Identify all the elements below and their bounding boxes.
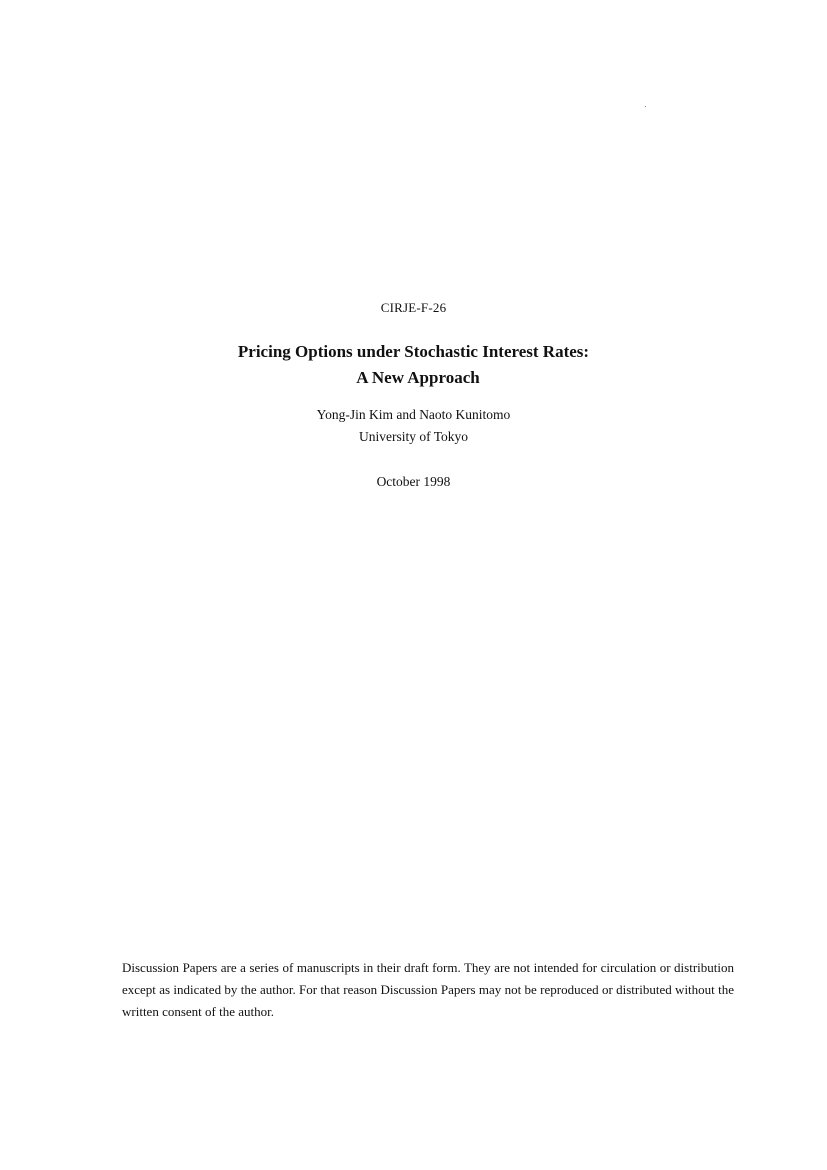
paper-title-line-1: Pricing Options under Stochastic Interest Rates: bbox=[237, 342, 590, 361]
publication-date: October 1998 bbox=[376, 474, 451, 489]
paper-id: CIRJE-F-26 bbox=[380, 300, 447, 315]
affiliation: University of Tokyo bbox=[358, 429, 469, 444]
scan-speck bbox=[645, 106, 646, 107]
authors: Yong-Jin Kim and Naoto Kunitomo bbox=[316, 407, 511, 422]
disclaimer-paragraph: Discussion Papers are a series of manuscripts in their draft form. They are not intended for circulation or distribution except as indicated by the author. For that reason Discussion Papers may not be reproduced or distributed without the written consent of the author. bbox=[122, 960, 734, 1019]
paper-title-line-2: A New Approach bbox=[356, 368, 480, 387]
